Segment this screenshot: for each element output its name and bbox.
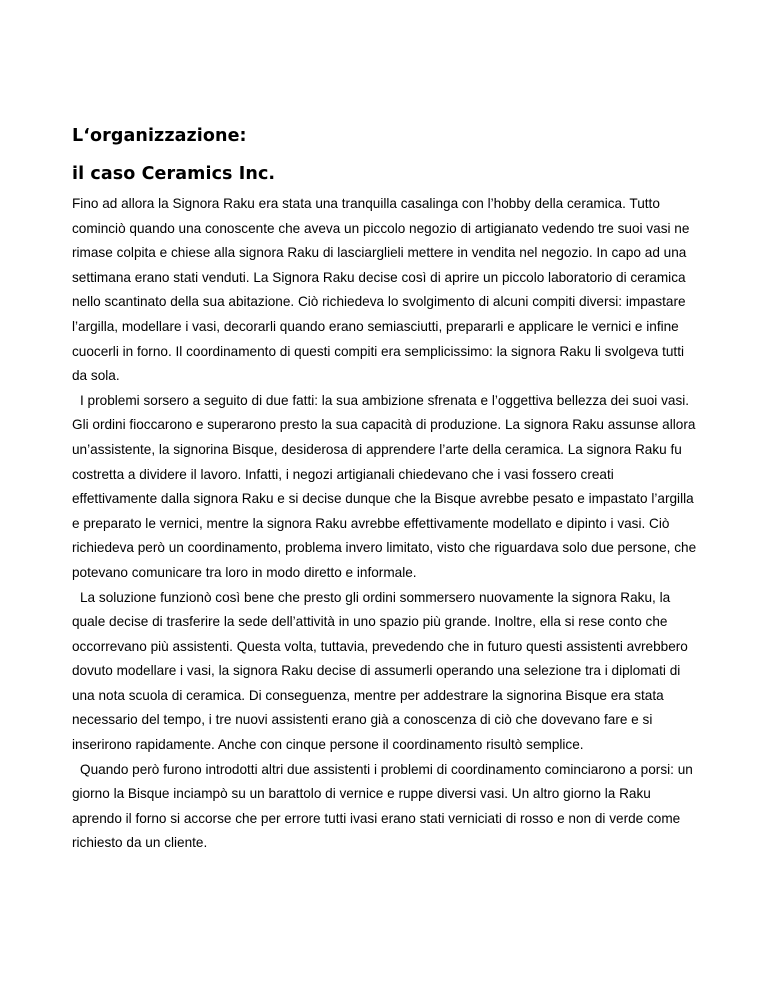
document-title-line-1: L‘organizzazione: xyxy=(72,126,247,146)
body-paragraph-1: Fino ad allora la Signora Raku era stata una tranquilla casalinga con l’hobby della ceramica. Tutto cominciò quando una conoscente che aveva un piccolo negozio di artigianato vedendo tre suoi vasi ne rimase colpita e chiese alla signora Raku di lasciarglieli mettere in vendita nel negozio. In capo ad una settimana erano stati venduti. La Signora Raku decise così di aprire un piccolo laboratorio di ceramica nello scantinato della sua abitazione. Ciò richiedeva lo svolgimento di alcuni compiti diversi: impastare l’argilla, modellare i vasi, decorarli quando erano semiasciutti, prepararli e applicare le vernici e infine cuocerli in forno. Il coordinamento di questi compiti era semplicissimo: la signora Raku li svolgeva tutti da sola. xyxy=(72,196,690,384)
body-paragraph-4: Quando però furono introdotti altri due assistenti i problemi di coordinamento cominciarono a porsi: un giorno la Bisque inciampò su un barattolo di vernice e ruppe diversi vasi. Un altro giorno la Raku aprendo il forno si accorse che per errore tutti ivasi erano stati verniciati di rosso e non di verde come richiesto da un cliente. xyxy=(72,761,693,851)
body-paragraph-2: I problemi sorsero a seguito di due fatti: la sua ambizione sfrenata e l’oggettiva bellezza dei suoi vasi. Gli ordini fioccarono e superarono presto la sua capacità di produzione. La signora Raku assunse allora un’assistente, la signorina Bisque, desiderosa di apprendere l’arte della ceramica. La signora Raku fu costretta a dividere il lavoro. Infatti, i negozi artigianali chiedevano che i vasi fossero creati effettivamente dalla signora Raku e si decise dunque che la Bisque avrebbe pesato e impastato l’argilla e preparato le vernici, mentre la signora Raku avrebbe effettivamente modellato e dipinto i vasi. Ciò richiedeva però un coordinamento, problema invero limitato, visto che riguardava solo due persone, che potevano comunicare tra loro in modo diretto e informale. xyxy=(72,392,697,580)
body-paragraph-3: La soluzione funzionò così bene che presto gli ordini sommersero nuovamente la signora Raku, la quale decise di trasferire la sede dell’attività in uno spazio più grande. Inoltre, ella si rese conto che occorrevano più assistenti. Questa volta, tuttavia, prevedendo che in futuro questi assistenti avrebbero dovuto modellare i vasi, la signora Raku decise di assumerli operando una selezione tra i diplomati di una nota scuola di ceramica. Di conseguenza, mentre per addestrare la signorina Bisque era stata necessario del tempo, i tre nuovi assistenti erano già a conoscenza di ciò che dovevano fare e si inserirono rapidamente. Anche con cinque persone il coordinamento risultò semplice. xyxy=(72,589,688,753)
document-title-line-2: il caso Ceramics Inc. xyxy=(72,164,276,184)
document-page xyxy=(72,118,700,856)
